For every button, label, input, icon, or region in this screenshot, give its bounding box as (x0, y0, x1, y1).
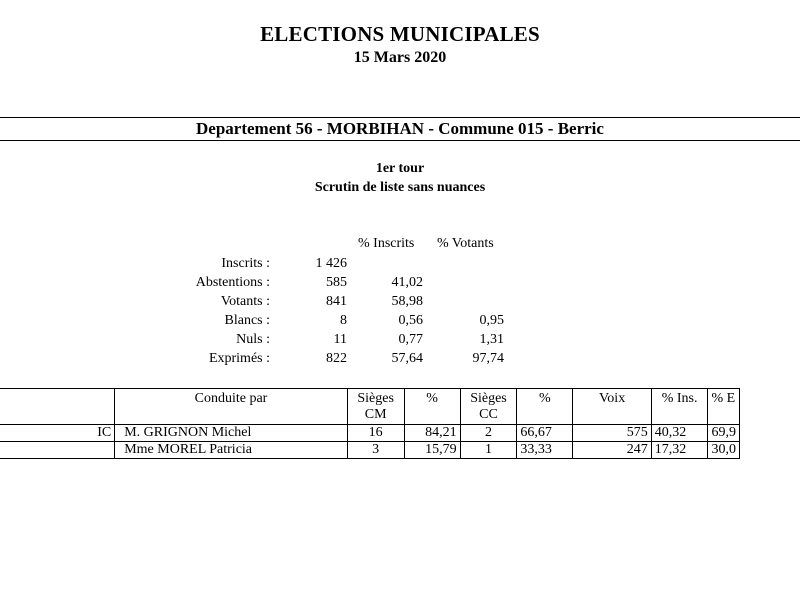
cell-liste (0, 442, 115, 459)
header-sieges-cc-line1: Sièges (470, 391, 507, 406)
stats-value: 841 (326, 294, 347, 309)
cell-pct-exp: 30,0 (708, 442, 740, 459)
table-row (0, 442, 740, 459)
header-pct-cc: % (517, 389, 573, 425)
stats-label: Blancs : (224, 313, 270, 328)
stats-value: 822 (326, 351, 347, 366)
stats-label: Votants : (220, 294, 270, 309)
cell-pct-cm: 15,79 (404, 442, 460, 459)
round-label: 1er tour (375, 161, 425, 176)
header-liste (0, 389, 115, 425)
cell-sieges-cm: 3 (347, 442, 404, 459)
divider-top (0, 117, 800, 118)
stats-label: Inscrits : (221, 256, 270, 271)
header-sieges-cm-line1: Sièges (357, 391, 394, 406)
stats-pct-votants: 1,31 (479, 332, 504, 347)
cell-pct-exp: 69,9 (708, 425, 740, 442)
header-sieges-cm (347, 389, 404, 425)
cell-conduite-par: M. GRIGNON Michel (115, 425, 348, 442)
stats-pct-votants: 97,74 (472, 351, 504, 366)
cell-voix: 575 (573, 425, 651, 442)
header-pct-exp: % E (708, 389, 740, 425)
header-conduite-par: Conduite par (115, 389, 348, 425)
stats-pct-inscrits: 41,02 (391, 275, 423, 290)
cell-pct-ins: 17,32 (651, 442, 708, 459)
stats-pct-inscrits: 57,64 (391, 351, 423, 366)
header-sieges-cm-line2: CM (364, 407, 387, 422)
document-title: ELECTIONS MUNICIPALES (260, 22, 540, 46)
stats-label: Abstentions : (195, 275, 270, 290)
cell-sieges-cc: 1 (460, 442, 517, 459)
department-commune-heading: Departement 56 - MORBIHAN - Commune 015 - Berric (196, 119, 604, 138)
stats-pct-inscrits: 0,56 (398, 313, 423, 328)
cell-pct-cm: 84,21 (404, 425, 460, 442)
stats-pct-votants: 0,95 (479, 313, 504, 328)
cell-liste: IC (0, 425, 115, 442)
cell-sieges-cc: 2 (460, 425, 517, 442)
header-sieges-cc-line2: CC (479, 407, 498, 422)
header-voix: Voix (573, 389, 651, 425)
stats-value: 8 (340, 313, 347, 328)
stats-value: 1 426 (315, 256, 347, 271)
header-sieges-cc (460, 389, 517, 425)
results-header-row (0, 389, 740, 425)
stats-pct-inscrits: 0,77 (398, 332, 423, 347)
table-row (0, 425, 740, 442)
header-pct-cm: % (404, 389, 460, 425)
cell-pct-cc: 33,33 (517, 442, 573, 459)
stats-header-pct-inscrits: % Inscrits (358, 236, 415, 251)
stats-pct-inscrits: 58,98 (391, 294, 423, 309)
cell-voix: 247 (573, 442, 651, 459)
cell-sieges-cm: 16 (347, 425, 404, 442)
stats-value: 585 (326, 275, 347, 290)
divider-bottom (0, 140, 800, 141)
election-date: 15 Mars 2020 (353, 49, 447, 66)
stats-value: 11 (333, 332, 347, 347)
cell-pct-ins: 40,32 (651, 425, 708, 442)
scrutin-type: Scrutin de liste sans nuances (314, 180, 486, 195)
cell-pct-cc: 66,67 (517, 425, 573, 442)
stats-label: Exprimés : (208, 351, 270, 366)
stats-header-pct-votants: % Votants (437, 236, 494, 251)
header-pct-ins: % Ins. (651, 389, 708, 425)
results-table (0, 388, 740, 459)
cell-conduite-par: Mme MOREL Patricia (115, 442, 348, 459)
stats-label: Nuls : (236, 332, 270, 347)
